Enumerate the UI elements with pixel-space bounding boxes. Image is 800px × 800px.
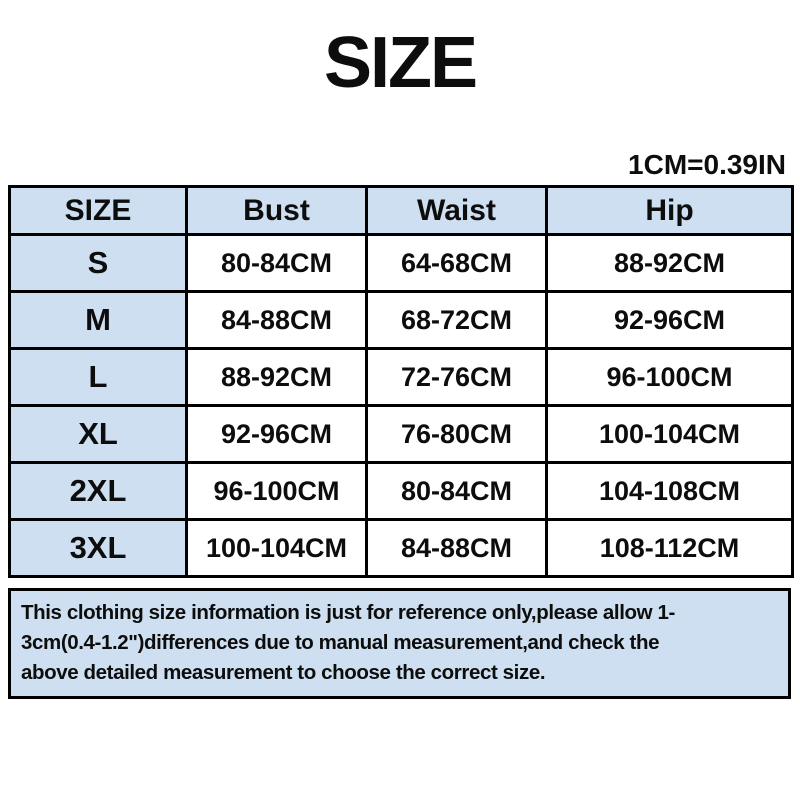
- hip-value-cell: 104-108CM: [547, 463, 793, 520]
- disclaimer-line: 3cm(0.4-1.2")differences due to manual measurement,and check the: [21, 631, 660, 654]
- hip-value-cell: 100-104CM: [547, 406, 793, 463]
- disclaimer-line: This clothing size information is just for reference only,please allow 1-: [21, 601, 675, 624]
- waist-value-cell: 80-84CM: [367, 463, 547, 520]
- waist-value-cell: 68-72CM: [367, 292, 547, 349]
- size-label-cell: 2XL: [10, 463, 187, 520]
- size-label-cell: M: [10, 292, 187, 349]
- bust-value-cell: 92-96CM: [187, 406, 367, 463]
- hip-value-cell: 88-92CM: [547, 235, 793, 292]
- bust-value-cell: 100-104CM: [187, 520, 367, 577]
- size-label-cell: 3XL: [10, 520, 187, 577]
- waist-value-cell: 72-76CM: [367, 349, 547, 406]
- table-row: [10, 463, 793, 520]
- waist-value-cell: 76-80CM: [367, 406, 547, 463]
- bust-value-cell: 96-100CM: [187, 463, 367, 520]
- size-table-body: [10, 235, 793, 577]
- hip-value-cell: 96-100CM: [547, 349, 793, 406]
- size-table: [8, 185, 794, 578]
- bust-value-cell: 84-88CM: [187, 292, 367, 349]
- size-label-cell: L: [10, 349, 187, 406]
- disclaimer-line: above detailed measurement to choose the correct size.: [21, 661, 546, 684]
- bust-value-cell: 80-84CM: [187, 235, 367, 292]
- hip-value-cell: 108-112CM: [547, 520, 793, 577]
- header-row: [10, 187, 793, 235]
- bust-value-cell: 88-92CM: [187, 349, 367, 406]
- disclaimer-box: [8, 588, 791, 699]
- size-label-cell: XL: [10, 406, 187, 463]
- waist-value-cell: 64-68CM: [367, 235, 547, 292]
- size-label-cell: S: [10, 235, 187, 292]
- table-row: [10, 349, 793, 406]
- table-row: [10, 292, 793, 349]
- waist-value-cell: 84-88CM: [367, 520, 547, 577]
- table-row: [10, 406, 793, 463]
- column-header-waist: Waist: [367, 187, 547, 235]
- column-header-hip: Hip: [547, 187, 793, 235]
- hip-value-cell: 92-96CM: [547, 292, 793, 349]
- column-header-size: SIZE: [10, 187, 187, 235]
- page-title: SIZE: [323, 23, 477, 103]
- table-row: [10, 235, 793, 292]
- size-table-header: [10, 187, 793, 235]
- column-header-bust: Bust: [187, 187, 367, 235]
- table-row: [10, 520, 793, 577]
- unit-conversion-note: 1CM=0.39IN: [628, 149, 786, 180]
